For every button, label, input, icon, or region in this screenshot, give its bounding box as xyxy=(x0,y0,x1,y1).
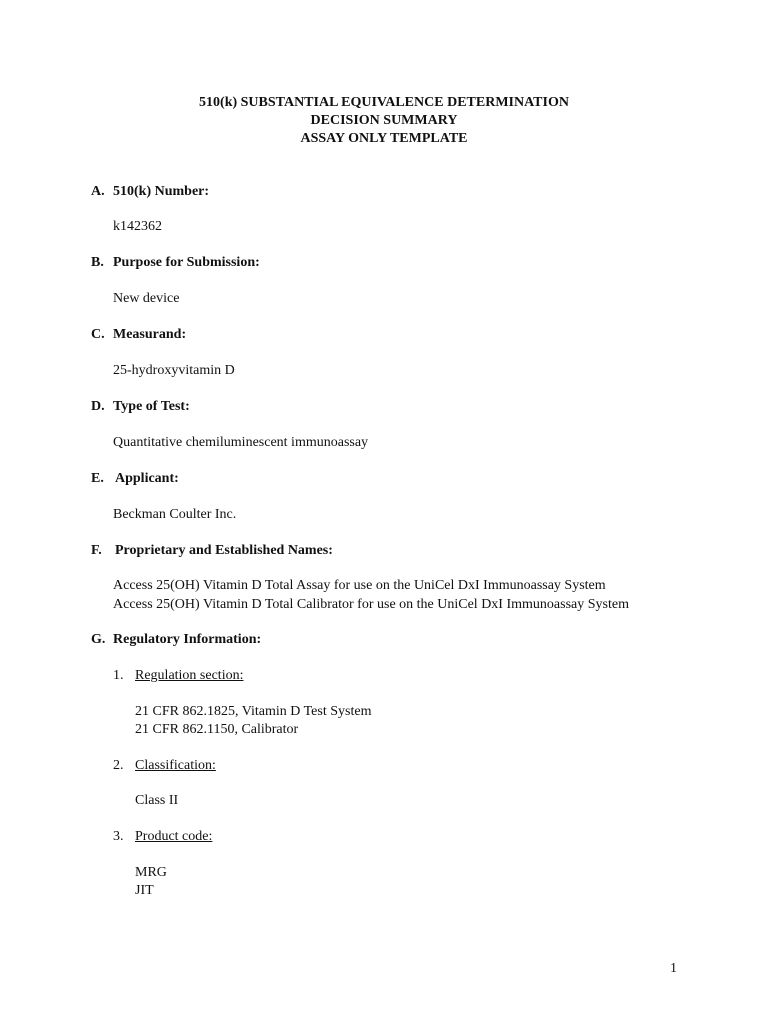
section-g-heading xyxy=(91,631,261,649)
page-number: 1 xyxy=(670,961,677,976)
regulation-item-2-number: 2. xyxy=(113,758,124,773)
section-e-body: Beckman Coulter Inc. xyxy=(113,507,237,522)
title-line-2: DECISION SUMMARY xyxy=(310,113,458,128)
section-f-letter: F. xyxy=(91,543,102,558)
section-b-letter: B. xyxy=(91,255,104,270)
section-e-heading xyxy=(91,470,179,488)
section-c-body: 25-hydroxyvitamin D xyxy=(113,363,235,378)
section-d-heading xyxy=(91,398,190,416)
section-c-title: Measurand: xyxy=(113,327,187,342)
regulation-item-2-label: Classification: xyxy=(135,758,216,773)
document-title xyxy=(0,94,768,148)
section-b-title: Purpose for Submission: xyxy=(113,255,260,270)
section-e-letter: E. xyxy=(91,471,104,486)
section-e-title: Applicant: xyxy=(115,471,179,486)
section-f-line-2: Access 25(OH) Vitamin D Total Calibrator for use on the UniCel DxI Immunoassay System xyxy=(113,597,629,612)
regulation-item-1-number: 1. xyxy=(113,668,124,683)
section-f-line-1: Access 25(OH) Vitamin D Total Assay for use on the UniCel DxI Immunoassay System xyxy=(113,578,606,593)
section-d-title: Type of Test: xyxy=(113,399,190,414)
regulation-item-1 xyxy=(113,667,243,685)
regulation-item-3-number: 3. xyxy=(113,829,124,844)
regulation-item-3 xyxy=(113,828,212,846)
section-a-body: k142362 xyxy=(113,219,162,234)
regulation-item-1-line-2: 21 CFR 862.1150, Calibrator xyxy=(135,722,299,737)
title-line-3: ASSAY ONLY TEMPLATE xyxy=(300,131,468,146)
section-d-body: Quantitative chemiluminescent immunoassay xyxy=(113,435,369,450)
regulation-item-3-line-1: MRG xyxy=(135,865,167,880)
section-c-letter: C. xyxy=(91,327,105,342)
regulation-item-3-line-2: JIT xyxy=(135,883,154,898)
section-b-body: New device xyxy=(113,291,180,306)
section-b-heading xyxy=(91,254,260,272)
section-a-heading xyxy=(91,183,209,201)
section-f-heading xyxy=(91,542,333,560)
section-f-title: Proprietary and Established Names: xyxy=(115,543,333,558)
section-a-title: 510(k) Number: xyxy=(113,184,210,199)
regulation-item-1-label: Regulation section: xyxy=(135,668,244,683)
section-g-letter: G. xyxy=(91,632,106,647)
regulation-item-2-line-1: Class II xyxy=(135,793,179,808)
regulation-item-3-label: Product code: xyxy=(135,829,213,844)
title-line-1: 510(k) SUBSTANTIAL EQUIVALENCE DETERMINATION xyxy=(199,95,569,110)
section-c-heading xyxy=(91,326,186,344)
section-g-title: Regulatory Information: xyxy=(113,632,262,647)
regulation-item-1-line-1: 21 CFR 862.1825, Vitamin D Test System xyxy=(135,704,372,719)
section-a-letter: A. xyxy=(91,184,105,199)
regulation-item-2 xyxy=(113,757,216,775)
section-d-letter: D. xyxy=(91,399,105,414)
